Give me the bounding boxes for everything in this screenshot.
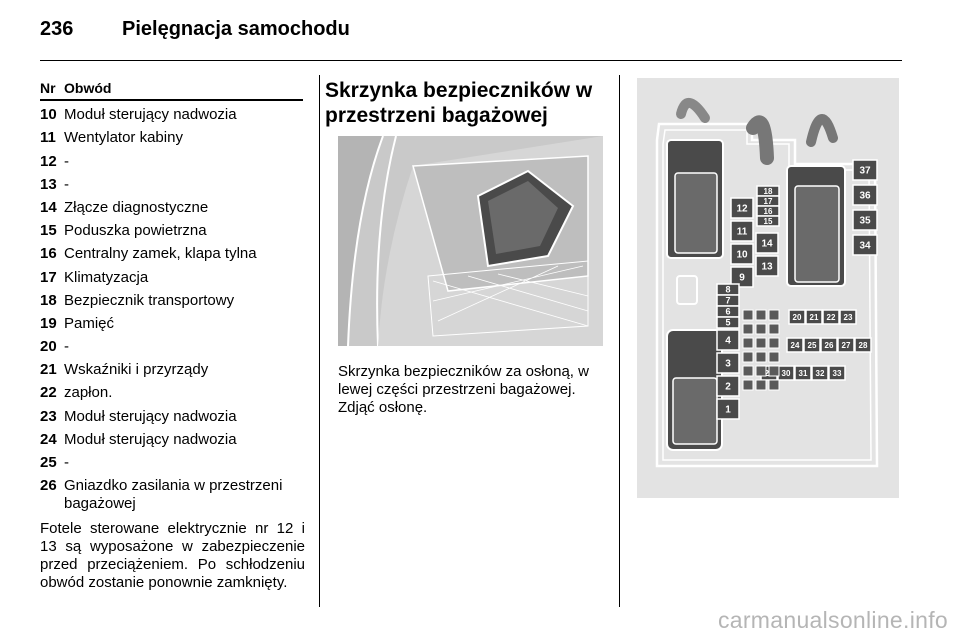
fuse-slot-label: 30 bbox=[781, 368, 791, 378]
fuse-row bbox=[40, 361, 303, 379]
fuse-description: Wskaźniki i przyrządy bbox=[64, 361, 209, 379]
fuse-slot-label: 9 bbox=[739, 272, 745, 284]
fuse-description: Klimatyzacja bbox=[64, 268, 149, 286]
fuse-slot-label: 2 bbox=[725, 381, 731, 393]
photo-caption: Skrzynka bezpieczników za osłoną, w lewej części przestrzeni bagażowej. Zdjąć osłonę. bbox=[338, 363, 589, 416]
fuse-description: Pamięć bbox=[64, 314, 115, 332]
fuse-slot-label: 14 bbox=[761, 238, 773, 250]
fuse-slot-label: 24 bbox=[790, 340, 800, 350]
overload-note: Fotele sterowane elektrycznie nr 12 i 13 są wyposażone w zabezpieczenie przed przeciążeniem. Po schłodzeniu obwód zostanie ponownie zamknięty. bbox=[40, 520, 305, 591]
fuse-slot-label: 27 bbox=[841, 340, 851, 350]
fuse-row bbox=[40, 153, 303, 171]
fuse-slot-label: 36 bbox=[859, 190, 871, 202]
fuse-number: 11 bbox=[40, 129, 56, 147]
page-number: 236 bbox=[40, 18, 74, 40]
fuse-row bbox=[40, 106, 303, 124]
fuse-slot-label: 6 bbox=[725, 306, 731, 317]
mini-fuse bbox=[743, 310, 753, 320]
col-circuit-header: Obwód bbox=[64, 80, 112, 96]
fuse-number: 23 bbox=[40, 407, 57, 425]
fuse-slot-label: 25 bbox=[807, 340, 817, 350]
fuse-slot-label: 12 bbox=[736, 203, 748, 215]
fuse-slot-label: 22 bbox=[826, 312, 836, 322]
mini-fuse bbox=[769, 380, 779, 390]
page-header bbox=[40, 18, 350, 41]
fuse-slot-label: 28 bbox=[858, 340, 868, 350]
mini-fuse bbox=[756, 324, 766, 334]
fuse-slot-label: 26 bbox=[824, 340, 834, 350]
mini-fuse bbox=[743, 324, 753, 334]
fuse-row bbox=[40, 384, 303, 402]
column-divider-1 bbox=[319, 75, 320, 607]
fuse-slot-label: 20 bbox=[792, 312, 802, 322]
fuse-number: 13 bbox=[40, 175, 57, 193]
fuse-slot-label: 23 bbox=[843, 312, 853, 322]
fuse-number: 22 bbox=[40, 384, 57, 402]
fuse-row bbox=[40, 338, 303, 356]
fuse-description: - bbox=[64, 338, 69, 356]
fuse-slot-label: 7 bbox=[725, 295, 731, 306]
mini-fuse bbox=[769, 324, 779, 334]
fuse-number: 24 bbox=[40, 430, 57, 448]
fuse-table-body bbox=[40, 106, 303, 513]
mini-fuse bbox=[743, 366, 753, 376]
trunk-illustration bbox=[338, 136, 603, 346]
fuse-description: Wentylator kabiny bbox=[64, 129, 183, 147]
mini-fuse bbox=[743, 338, 753, 348]
fuse-slot-label: 35 bbox=[859, 215, 871, 227]
fuse-number: 21 bbox=[40, 361, 57, 379]
fuse-description: Gniazdko zasilania w przestrzeni bagażowej bbox=[64, 477, 283, 513]
fusebox-svg bbox=[637, 78, 899, 498]
fuse-row bbox=[40, 199, 303, 217]
header-rule bbox=[40, 60, 902, 61]
fuse-row bbox=[40, 431, 303, 449]
fuse-number: 15 bbox=[40, 222, 57, 240]
mini-fuse bbox=[769, 310, 779, 320]
mini-fuse bbox=[769, 366, 779, 376]
fuse-description: Moduł sterujący nadwozia bbox=[64, 430, 237, 448]
fuse-slot-label: 5 bbox=[725, 317, 731, 328]
fuse-row bbox=[40, 269, 303, 287]
column-divider-2 bbox=[619, 75, 620, 607]
fuse-number: 14 bbox=[40, 198, 57, 216]
fuse-slot-label: 18 bbox=[763, 186, 773, 196]
fuse-slot-label: 32 bbox=[815, 368, 825, 378]
fuse-number: 16 bbox=[40, 245, 57, 263]
fuse-number: 17 bbox=[40, 268, 57, 286]
mini-fuse bbox=[743, 380, 753, 390]
fuse-slot-label: 15 bbox=[763, 216, 773, 226]
mini-fuse bbox=[756, 380, 766, 390]
fuse-number: 18 bbox=[40, 291, 57, 309]
fuse-row bbox=[40, 408, 303, 426]
fuse-row bbox=[40, 176, 303, 194]
fuse-slot-label: 11 bbox=[736, 226, 748, 238]
col-nr-header: Nr bbox=[40, 80, 56, 96]
mini-fuse bbox=[769, 352, 779, 362]
fuse-description: Centralny zamek, klapa tylna bbox=[64, 245, 257, 263]
fuse-slot-label: 31 bbox=[798, 368, 808, 378]
fuse-number: 20 bbox=[40, 338, 57, 356]
mini-fuse bbox=[756, 366, 766, 376]
fuse-slot-label: 16 bbox=[763, 206, 773, 216]
fuse-description: Bezpiecznik transportowy bbox=[64, 291, 235, 309]
trunk-photo bbox=[338, 136, 603, 346]
fuse-slot-label: 17 bbox=[763, 196, 773, 206]
page-title: Pielęgnacja samochodu bbox=[122, 18, 350, 40]
fuse-row bbox=[40, 129, 303, 147]
fusebox-diagram bbox=[637, 78, 899, 498]
mini-fuse bbox=[769, 338, 779, 348]
fuse-table bbox=[40, 80, 303, 513]
fuse-description: - bbox=[64, 175, 69, 193]
fuse-row bbox=[40, 477, 303, 513]
mini-fuse bbox=[756, 338, 766, 348]
fuse-description: Moduł sterujący nadwozia bbox=[64, 407, 237, 425]
fuse-slot-label: 10 bbox=[736, 249, 748, 261]
fuse-number: 19 bbox=[40, 314, 57, 332]
fuse-number: 10 bbox=[40, 106, 57, 124]
fuse-row bbox=[40, 222, 303, 240]
fuse-number: 26 bbox=[40, 477, 57, 495]
fuse-row bbox=[40, 315, 303, 333]
fuse-slot-label: 33 bbox=[832, 368, 842, 378]
fuse-description: - bbox=[64, 152, 69, 170]
fuse-description: Moduł sterujący nadwozia bbox=[64, 106, 237, 124]
mini-fuse bbox=[756, 352, 766, 362]
fuse-slot-label: 1 bbox=[725, 404, 731, 416]
fuse-description: Złącze diagnostyczne bbox=[64, 198, 209, 216]
fuse-slot-label: 13 bbox=[761, 261, 773, 273]
fuse-slot-label: 8 bbox=[725, 284, 731, 295]
fuse-description: - bbox=[64, 454, 69, 471]
fuse-number: 25 bbox=[40, 454, 57, 471]
fuse-row bbox=[40, 292, 303, 310]
mini-fuse bbox=[743, 352, 753, 362]
fuse-slot-label: 3 bbox=[725, 358, 731, 370]
fuse-description: Poduszka powietrzna bbox=[64, 222, 207, 240]
mini-fuse bbox=[756, 310, 766, 320]
fuse-slot-label: 34 bbox=[859, 240, 871, 252]
fuse-slot-label: 37 bbox=[859, 165, 871, 177]
fuse-row bbox=[40, 454, 303, 472]
fuse-slot-label: 4 bbox=[725, 335, 731, 347]
watermark: carmanualsonline.info bbox=[717, 607, 948, 633]
fuse-table-header bbox=[40, 80, 303, 101]
fuse-slot-label: 21 bbox=[809, 312, 819, 322]
fuse-row bbox=[40, 245, 303, 263]
fuse-description: zapłon. bbox=[64, 384, 113, 402]
section-title: Skrzynka bezpieczników w przestrzeni bagażowej bbox=[325, 79, 593, 127]
fuse-number: 12 bbox=[40, 152, 57, 170]
